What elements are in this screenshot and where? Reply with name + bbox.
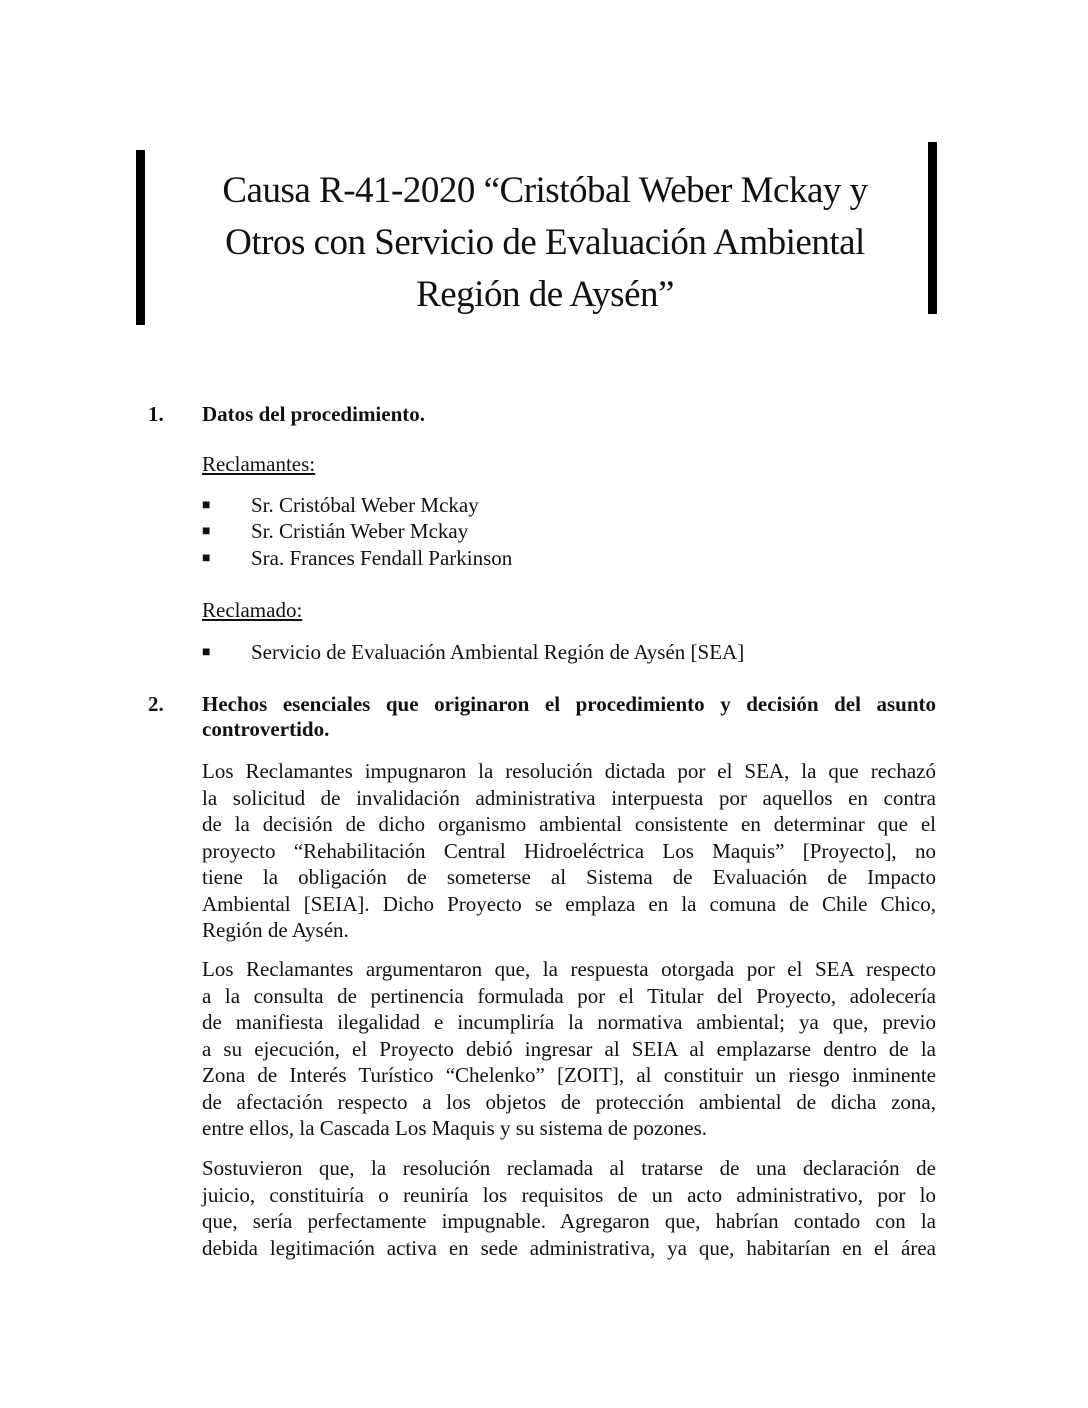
document-title [150, 165, 940, 321]
paragraph-line: a su ejecución, el Proyecto debió ingresar al SEIA al emplazarse dentro de la [202, 1036, 936, 1061]
bullet-icon: ■ [202, 645, 211, 660]
bullet-icon: ■ [202, 498, 211, 513]
paragraph-line: Ambiental [SEIA]. Dicho Proyecto se emplaza en la comuna de Chile Chico, [202, 891, 936, 916]
paragraph-line: Sostuvieron que, la resolución reclamada al tratarse de una declaración de [202, 1156, 936, 1180]
paragraph-line: de la decisión de dicho organismo ambiental consistente en determinar que el [202, 812, 936, 836]
paragraph-line: proyecto “Rehabilitación Central Hidroeléctrica Los Maquis” [Proyecto], no [202, 838, 936, 863]
paragraph-2 [202, 956, 936, 1142]
bullet-icon: ■ [202, 524, 211, 539]
paragraph-line: entre ellos, la Cascada Los Maquis y su sistema de pozones. [202, 1116, 708, 1140]
paragraph-line: a la consulta de pertinencia formulada por el Titular del Proyecto, adolecería [202, 983, 936, 1008]
heading-line: controvertido. [202, 717, 330, 741]
reclamado-item: Servicio de Evaluación Ambiental Región de Aysén [SEA] [251, 640, 745, 664]
reclamante-item: Sra. Frances Fendall Parkinson [251, 546, 513, 570]
title-line: Causa R-41-2020 “Cristóbal Weber Mckay y [222, 170, 868, 211]
paragraph-line: que, sería perfectamente impugnable. Agregaron que, habrían contado con la [202, 1209, 936, 1233]
section-2-heading [202, 692, 936, 742]
title-line: Otros con Servicio de Evaluación Ambiental [225, 222, 865, 263]
paragraph-line: Los Reclamantes argumentaron que, la respuesta otorgada por el SEA respecto [202, 957, 936, 981]
reclamante-item: Sr. Cristóbal Weber Mckay [251, 493, 479, 517]
paragraph-3 [202, 1155, 936, 1261]
paragraph-line: Zona de Interés Turístico “Chelenko” [ZOIT], al constituir un riesgo inminente [202, 1063, 936, 1087]
paragraph-line: de afectación respecto a los objetos de protección ambiental de dicha zona, [202, 1089, 936, 1114]
section-2-number: 2. [148, 692, 164, 716]
heading-line: Hechos esenciales que originaron el procedimiento y decisión del asunto [202, 692, 936, 716]
reclamado-label: Reclamado: [202, 598, 303, 622]
title-line: Región de Aysén” [416, 274, 674, 315]
paragraph-line: Región de Aysén. [202, 918, 349, 942]
paragraph-line: debida legitimación activa en sede administrativa, ya que, habitarían en el área [202, 1235, 936, 1260]
paragraph-1 [202, 758, 936, 944]
section-1-number: 1. [148, 402, 164, 426]
paragraph-line: tiene la obligación de someterse al Sistema de Evaluación de Impacto [202, 865, 936, 889]
bullet-icon: ■ [202, 551, 211, 566]
paragraph-line: la solicitud de invalidación administrativa interpuesta por aquellos en contra [202, 785, 936, 810]
reclamante-item: Sr. Cristián Weber Mckay [251, 519, 469, 543]
title-left-bar [136, 150, 145, 325]
reclamantes-label: Reclamantes: [202, 452, 316, 476]
paragraph-line: Los Reclamantes impugnaron la resolución dictada por el SEA, la que rechazó [202, 759, 936, 783]
paragraph-line: juicio, constituiría o reuniría los requisitos de un acto administrativo, por lo [202, 1182, 936, 1207]
paragraph-line: de manifiesta ilegalidad e incumpliría la normativa ambiental; ya que, previo [202, 1010, 936, 1034]
section-1-heading: Datos del procedimiento. [202, 402, 426, 426]
